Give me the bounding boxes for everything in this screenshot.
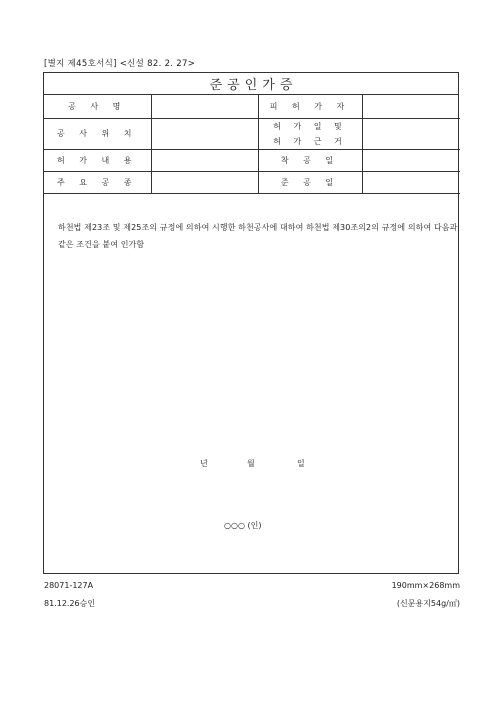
label-permit-content: 허 가 내 용 xyxy=(44,149,151,171)
info-table xyxy=(44,95,460,194)
value-start-date[interactable] xyxy=(362,149,460,171)
value-project-location[interactable] xyxy=(151,118,258,149)
value-permit-date-basis[interactable] xyxy=(362,118,460,149)
value-main-work[interactable] xyxy=(151,171,258,193)
form-code: 28071-127A xyxy=(44,581,94,590)
label-permit-basis: 허 가 근 거 xyxy=(273,136,347,146)
table-row xyxy=(44,171,460,193)
paper-size: 190mm×268mm xyxy=(391,581,460,590)
date-year: 년 xyxy=(200,459,208,468)
issuer-seal: ○○○ (인) xyxy=(224,521,262,530)
label-start-date: 착 공 일 xyxy=(258,149,362,171)
label-permit-date: 허 가 일 및 xyxy=(273,121,347,131)
label-permit-date-basis xyxy=(258,118,362,149)
label-completion-date: 준 공 일 xyxy=(258,171,362,193)
form-title: 준공인가증 xyxy=(209,78,298,93)
date-day: 일 xyxy=(297,459,305,468)
approval-statement: 하천법 제23조 및 제25조의 규정에 의하여 시행한 하천공사에 대하여 하천법 제30조의2의 규정에 의하여 다음과 같은 조건을 붙여 인가함 xyxy=(58,223,458,249)
paper-type: (신문용지54g/㎡) xyxy=(396,599,460,608)
value-completion-date[interactable] xyxy=(362,171,460,193)
label-permittee: 피 허 가 자 xyxy=(258,95,362,118)
value-permit-content[interactable] xyxy=(151,149,258,171)
date-month: 월 xyxy=(247,459,255,468)
table-row xyxy=(44,149,460,171)
value-project-name[interactable] xyxy=(151,95,258,118)
label-project-name: 공 사 명 xyxy=(44,95,151,118)
certificate-form xyxy=(43,72,459,574)
table-row xyxy=(44,95,460,118)
title-row xyxy=(44,73,458,95)
label-project-location: 공 사 위 치 xyxy=(44,118,151,149)
approval-date: 81.12.26승인 xyxy=(44,599,96,608)
value-permittee[interactable] xyxy=(362,95,460,118)
label-main-work: 주 요 공 종 xyxy=(44,171,151,193)
table-row xyxy=(44,118,460,149)
form-reference: [별지 제45호서식] <신설 82. 2. 27> xyxy=(44,59,196,69)
